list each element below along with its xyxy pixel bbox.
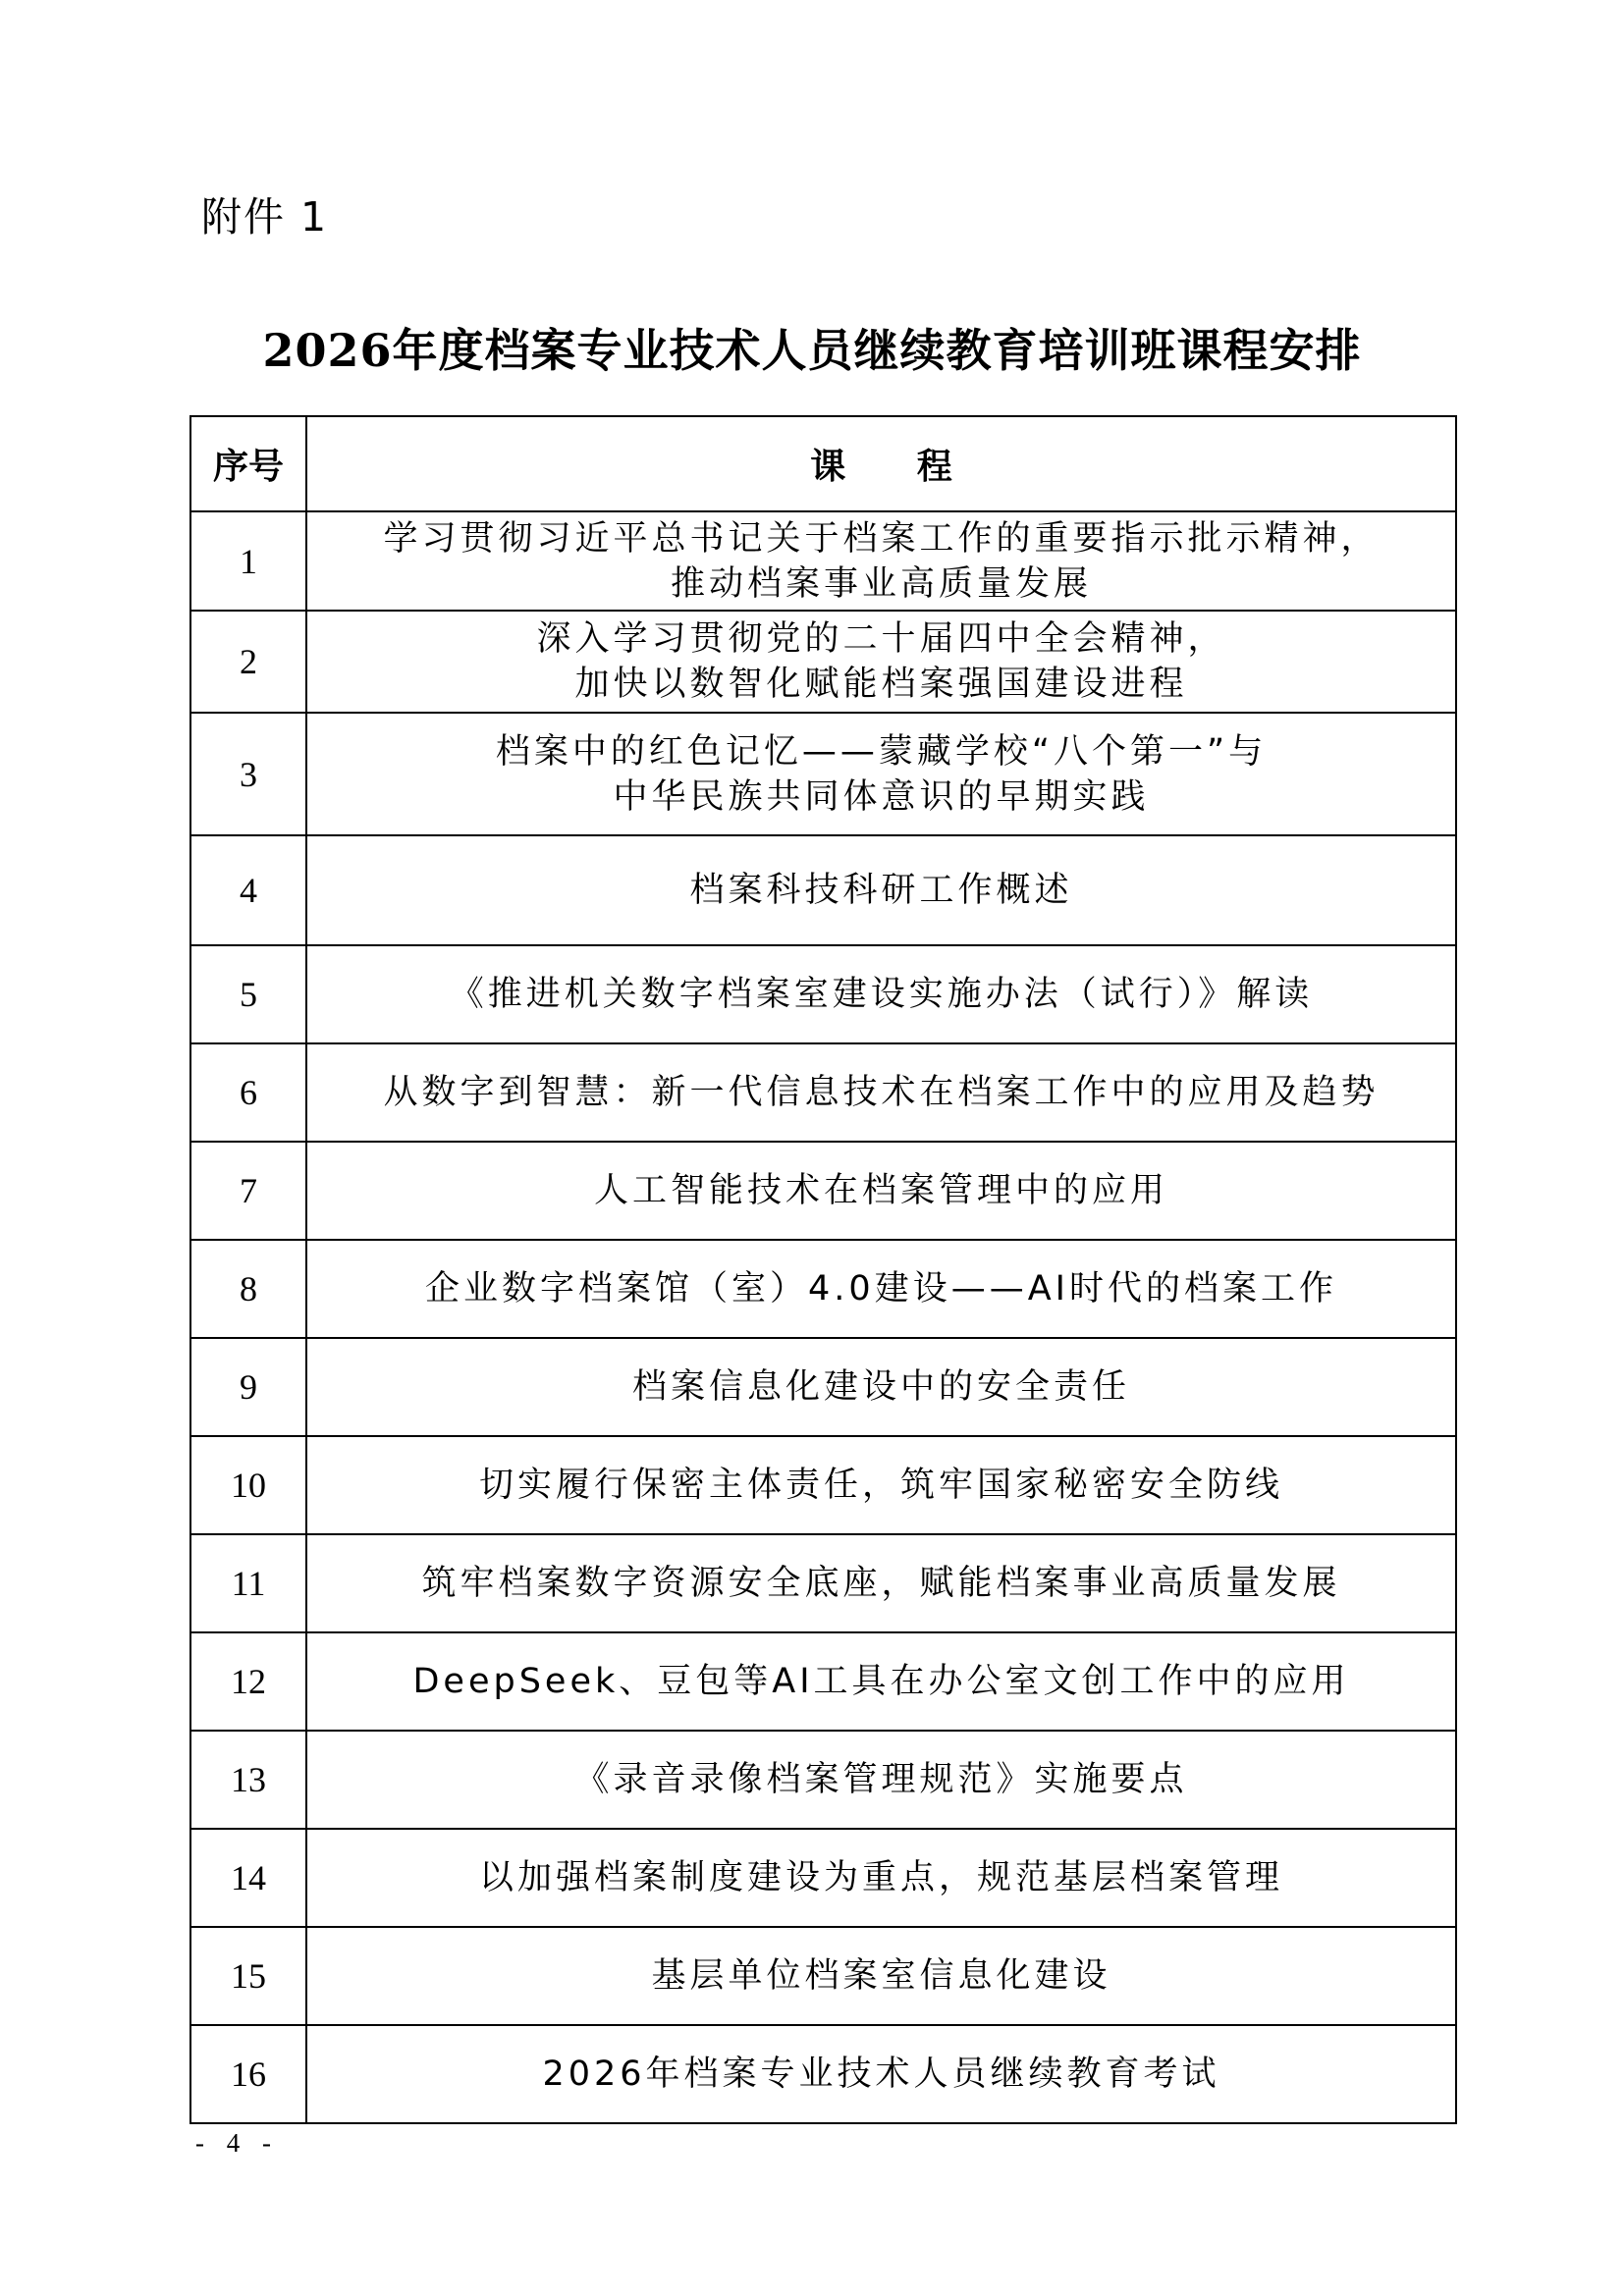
course-schedule-table <box>189 415 1457 2124</box>
course-cell <box>306 1338 1456 1436</box>
course-line: 从数字到智慧：新一代信息技术在档案工作中的应用及趋势 <box>383 1073 1380 1112</box>
row-number: 1 <box>190 511 306 611</box>
course-line: 筑牢档案数字资源安全底座，赋能档案事业高质量发展 <box>421 1564 1341 1603</box>
table-row <box>190 1731 1456 1829</box>
row-number: 16 <box>190 2025 306 2123</box>
course-cell <box>306 511 1456 611</box>
row-number: 5 <box>190 945 306 1043</box>
course-cell <box>306 1927 1456 2025</box>
course-cell <box>306 1142 1456 1240</box>
course-line: 学习贯彻习近平总书记关于档案工作的重要指示批示精神， <box>383 518 1380 559</box>
course-line: 人工智能技术在档案管理中的应用 <box>593 1171 1168 1210</box>
table-row <box>190 945 1456 1043</box>
row-number: 6 <box>190 1043 306 1142</box>
column-header-number: 序号 <box>190 416 306 511</box>
course-line: 档案科技科研工作概述 <box>689 871 1073 910</box>
row-number: 9 <box>190 1338 306 1436</box>
course-line: 2026年档案专业技术人员继续教育考试 <box>542 2055 1220 2094</box>
course-line: 《录音录像档案管理规范》实施要点 <box>574 1760 1188 1799</box>
course-cell <box>306 835 1456 945</box>
row-number: 13 <box>190 1731 306 1829</box>
row-number: 2 <box>190 611 306 713</box>
course-cell <box>306 1731 1456 1829</box>
row-number: 11 <box>190 1534 306 1632</box>
course-cell <box>306 611 1456 713</box>
table-row <box>190 2025 1456 2123</box>
table-row <box>190 1632 1456 1731</box>
course-cell <box>306 1534 1456 1632</box>
row-number: 14 <box>190 1829 306 1927</box>
row-number: 8 <box>190 1240 306 1338</box>
course-line: 档案信息化建设中的安全责任 <box>631 1367 1130 1407</box>
table-row <box>190 1829 1456 1927</box>
table-row <box>190 835 1456 945</box>
course-cell <box>306 1436 1456 1534</box>
row-number: 12 <box>190 1632 306 1731</box>
course-line: 推动档案事业高质量发展 <box>670 563 1092 604</box>
table-row <box>190 1338 1456 1436</box>
table-row <box>190 1240 1456 1338</box>
course-line: 切实履行保密主体责任，筑牢国家秘密安全防线 <box>478 1466 1283 1505</box>
course-cell <box>306 1829 1456 1927</box>
table-row <box>190 1043 1456 1142</box>
course-cell <box>306 2025 1456 2123</box>
course-line: 以加强档案制度建设为重点，规范基层档案管理 <box>478 1858 1283 1897</box>
course-line: 加快以数智化赋能档案强国建设进程 <box>574 665 1188 704</box>
table-row <box>190 611 1456 713</box>
column-header-course: 课 程 <box>306 416 1456 511</box>
table-header-row <box>190 416 1456 511</box>
row-number: 4 <box>190 835 306 945</box>
attachment-label: 附件 1 <box>201 193 329 240</box>
row-number: 15 <box>190 1927 306 2025</box>
row-number: 3 <box>190 713 306 835</box>
document-title: 2026年度档案专业技术人员继续教育培训班课程安排 <box>262 324 1362 377</box>
course-cell <box>306 945 1456 1043</box>
table-row <box>190 713 1456 835</box>
course-line: 档案中的红色记忆——蒙藏学校“八个第一”与 <box>495 731 1268 772</box>
course-cell <box>306 1043 1456 1142</box>
course-line: 中华民族共同体意识的早期实践 <box>613 776 1150 817</box>
row-number: 7 <box>190 1142 306 1240</box>
table-row <box>190 1534 1456 1632</box>
course-line: 基层单位档案室信息化建设 <box>651 1956 1111 1996</box>
course-line: DeepSeek、豆包等AI工具在办公室文创工作中的应用 <box>412 1662 1350 1701</box>
course-line: 企业数字档案馆（室）4.0建设——AI时代的档案工作 <box>425 1269 1337 1308</box>
page-number: - 4 - <box>195 2128 279 2158</box>
table-row <box>190 1142 1456 1240</box>
course-line: 深入学习贯彻党的二十届四中全会精神， <box>536 619 1226 659</box>
course-cell <box>306 1632 1456 1731</box>
course-cell <box>306 1240 1456 1338</box>
course-line: 《推进机关数字档案室建设实施办法（试行）》解读 <box>449 975 1314 1014</box>
table-row <box>190 1436 1456 1534</box>
course-cell <box>306 713 1456 835</box>
row-number: 10 <box>190 1436 306 1534</box>
table-row <box>190 511 1456 611</box>
table-row <box>190 1927 1456 2025</box>
